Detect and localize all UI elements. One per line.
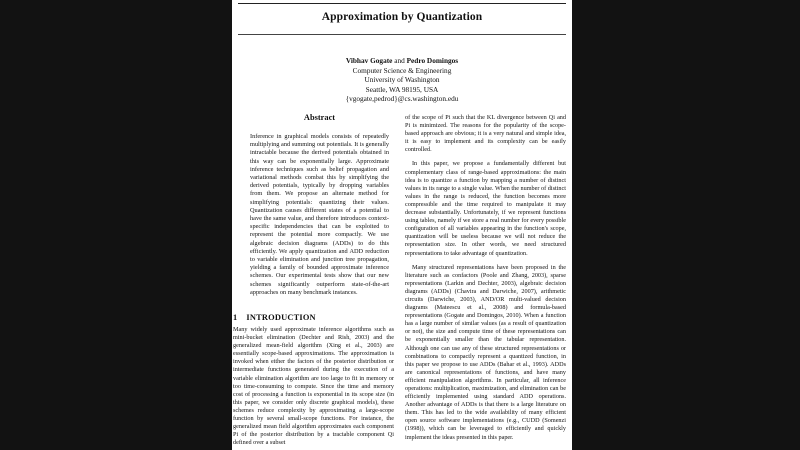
author-university: University of Washington <box>364 75 440 85</box>
introduction-section <box>233 313 394 447</box>
section-title: INTRODUCTION <box>246 313 316 322</box>
author-block <box>232 56 572 104</box>
introduction-heading <box>233 313 394 322</box>
section-number: 1 <box>233 313 238 322</box>
paragraph-continued: of the scope of Pi such that the KL divergence between Qi and Pi is minimized. The reasons for the popularity of the scope-based approach are obvious; it is a very natural and simple idea, it is easy to implement and its complexity can be easily controlled. <box>405 114 566 154</box>
title-bottom-rule <box>238 34 566 35</box>
author-1: Vibhav Gogate <box>345 56 393 65</box>
abstract-heading: Abstract <box>303 113 336 122</box>
title-top-rule <box>238 3 566 4</box>
abstract-text: Inference in graphical models consists of repeatedly multiplying and summing out potentials. It is generally intractable because the derived potentials obtained in this way can be exponentially large. Approximate inference techniques such as belief propagation and variational methods combat this by simplifying the derived potentials, typically by dropping variables from them. We propose an alternate method for simplifying potentials: quantizing their values. Quantization causes different states of a potential to have the same value, and therefore introduces context-specific independencies that can be exploited to represent the potential more compactly. We use algebraic decision diagrams (ADDs) to do this efficiently. We apply quantization and ADD reduction to variable elimination and junction tree propagation, yielding a family of bounded approximate inference schemes. Our experimental tests show that our new schemes significantly outperform state-of-the-art approaches on many benchmark instances. <box>250 133 389 296</box>
author-and: and <box>394 56 405 65</box>
author-city: Seattle, WA 98195, USA <box>365 84 439 94</box>
introduction-text: Many widely used approximate inference algorithms such as mini-bucket elimination (Dechter and Rish, 2003) and the generalized mean-field algorithm (Xing et al., 2003) are essentially scope-based approximations. The approximation is invoked when either the factors of the posterior distribution or intermediate functions generated during the execution of a variable elimination algorithm are too large to fit in memory or too time-consuming to compute. Since the time and memory cost of processing a function is exponential in its scope size (in this paper, we consider only discrete graphical models), these schemes reduce complexity by approximating a large-scope function by several small-scope functions. For instance, the generalized mean field algorithm approximates each component Pi of the posterior distribution by a tractable component Qi defined over a subset <box>233 326 394 447</box>
author-names <box>232 56 572 66</box>
paragraph-structured-representations: Many structured representations have been proposed in the literature such as confactors (Poole and Zhang, 2003), sparse representations (Larkin and Dechter, 2003), algebraic decision diagrams (ADDs) (Chavira and Darwiche, 2007), arithmetic circuits (Darwiche, 2003), AND/OR multi-valued decision diagrams (Mateescu et al., 2008) and formula-based representations (Gogate and Domingos, 2010). When a function has a large number of similar values (as a result of quantization or not), the size and compute time of these representations can be exponentially smaller than the tabular representation. Although one can use any of these structured representations or combinations to compactly represent a quantized function, in this paper we propose to use ADDs (Bahar et al., 1993). ADDs are canonical representations of functions, and have many efficient manipulation algorithms. In particular, all inference operations: multiplication, maximization, and elimination can be efficiently implemented using standard ADD operations. Another advantage of ADDs is that there is a large literature on them. This has led to the wide availability of many efficient open source software implementations (e.g., CUDD (Somenzi (1998)), which can be leveraged to efficiently and quickly implement the ideas presented in this paper. <box>405 263 566 441</box>
pdf-page[interactable] <box>232 0 572 450</box>
author-2: Pedro Domingos <box>406 56 459 65</box>
paragraph-range-based: In this paper, we propose a fundamentally different but complementary class of range-based approximations: the main idea is to quantize a function by mapping a number of distinct values in its range to a single value. When the number of distinct values in the range is reduced, the function becomes more compressible and the time required to manipulate it may decrease substantially. Unfortunately, if we represent functions using tables, namely if we store a real number for every possible configuration of all variables appearing in the function's scope, quantization will be useless because we will not reduce the representation size. In other words, we need structured representations to take advantage of quantization. <box>405 160 566 257</box>
author-department: Computer Science & Engineering <box>352 65 452 75</box>
abstract-section <box>250 113 389 297</box>
author-email: {vgogate,pedrod}@cs.washington.edu <box>345 94 459 104</box>
right-column <box>405 114 566 448</box>
paper-title: Approximation by Quantization <box>321 11 483 23</box>
